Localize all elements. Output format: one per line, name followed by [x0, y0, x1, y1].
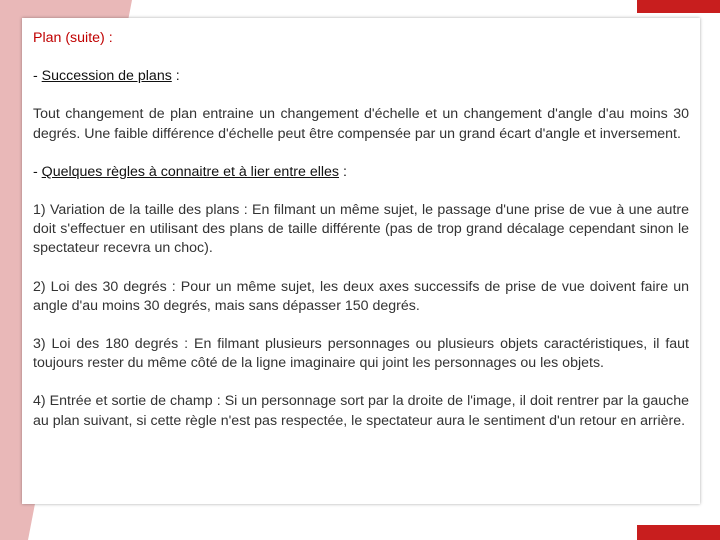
slide-title: Plan (suite) :	[33, 30, 113, 46]
heading-dash: -	[33, 68, 42, 85]
paragraph-succession: Tout changement de plan entraine un changement d'échelle et un changement d'angle d'au moins 30 degrés. Une faible différence d'échelle peut être compensée par un grand écart d'angle et inversement.	[33, 106, 689, 142]
section-heading-rules	[33, 163, 689, 182]
heading-dash: -	[33, 163, 42, 180]
heading-text: Succession de plans	[41, 68, 172, 85]
heading-colon: :	[339, 163, 347, 180]
rule-2-paragraph: 2) Loi des 30 degrés : Pour un même sujet, les deux axes successifs de prise de vue doivent faire un angle d'au moins 30 degrés, mais sans dépasser 150 degrés.	[33, 278, 689, 314]
top-accent-bar	[637, 0, 720, 13]
heading-colon: :	[171, 68, 180, 85]
bottom-accent-bar	[637, 525, 720, 540]
slide-content	[33, 29, 689, 450]
section-heading-succession	[33, 67, 689, 86]
rule-3-paragraph: 3) Loi des 180 degrés : En filmant plusieurs personnages ou plusieurs objets caractéristiques, il faut toujours rester du même côté de la ligne imaginaire qui joint les personnages ou les objets.	[33, 336, 689, 372]
rule-1-paragraph: 1) Variation de la taille des plans : En filmant un même sujet, le passage d'une prise de vue à une autre doit s'effectuer en utilisant des plans de taille différente (pas de trop grand décalage cependant sinon le spectateur recevra un choc).	[33, 202, 689, 257]
rule-4-paragraph: 4) Entrée et sortie de champ : Si un personnage sort par la droite de l'image, il doit rentrer par la gauche au plan suivant, si cette règle n'est pas respectée, le spectateur aura le sentiment d'un retour en arrière.	[33, 393, 689, 429]
heading-text: Quelques règles à connaitre et à lier entre elles	[41, 163, 339, 180]
